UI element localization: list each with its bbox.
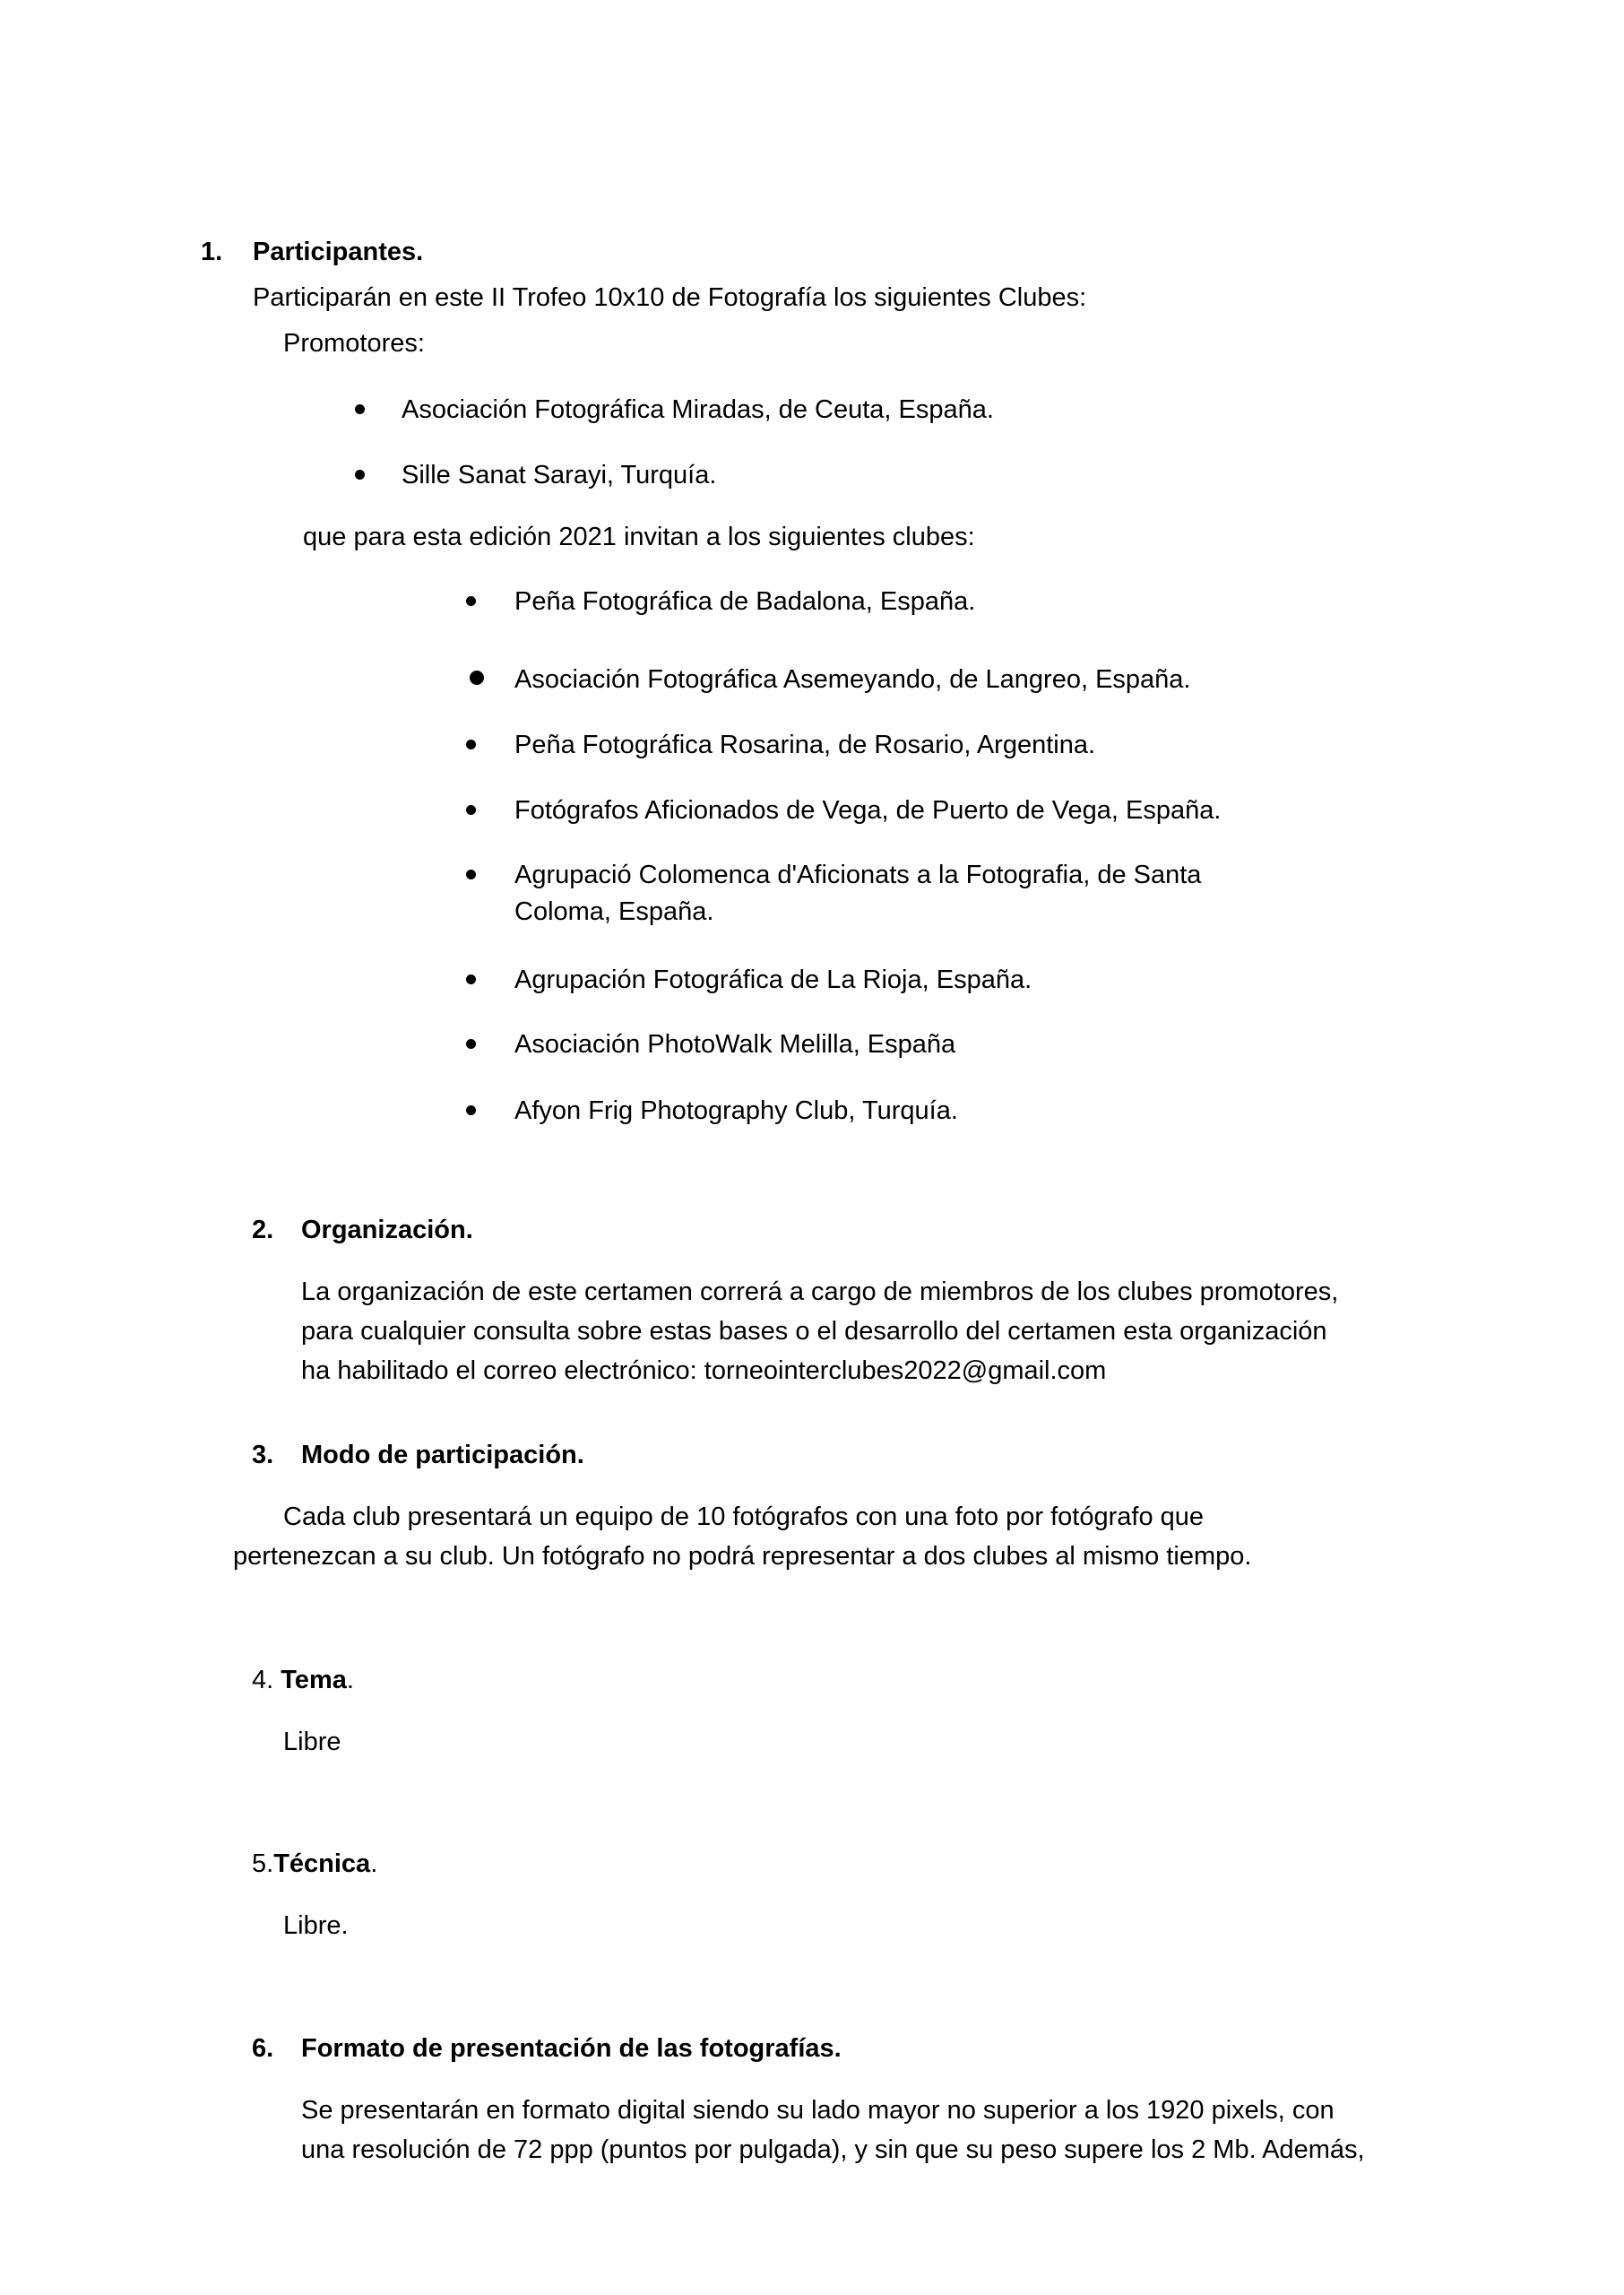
invited-club-item: Asociación PhotoWalk Melilla, España — [514, 1030, 956, 1059]
section-3-title: Modo de participación. — [301, 1441, 584, 1469]
section-6-number: 6. — [252, 2034, 274, 2063]
invited-club-item-continuation: Coloma, España. — [514, 897, 714, 926]
section-6-title: Formato de presentación de las fotografías. — [301, 2034, 842, 2063]
section-4-dot: . — [346, 1666, 354, 1694]
section-2-line: La organización de este certamen correrá a cargo de miembros de los clubes promotores, — [301, 1277, 1339, 1306]
section-6-line: una resolución de 72 ppp (puntos por pulgada), y sin que su peso supere los 2 Mb. Además, — [301, 2135, 1365, 2164]
invited-club-item: Peña Fotográfica Rosarina, de Rosario, Argentina. — [514, 731, 1096, 759]
invited-club-item: Fotógrafos Aficionados de Vega, de Puerto de Vega, España. — [514, 796, 1222, 825]
section-3-line: Cada club presentará un equipo de 10 fotógrafos con una foto por fotógrafo que — [283, 1503, 1205, 1531]
section-1-intro: Participarán en este II Trofeo 10x10 de Fotografía los siguientes Clubes: — [253, 283, 1087, 312]
section-1-number: 1. — [201, 238, 223, 266]
section-2-line: para cualquier consulta sobre estas bases o el desarrollo del certamen esta organización — [301, 1317, 1327, 1346]
section-5-title: Técnica — [273, 1849, 371, 1878]
section-2-line: ha habilitado el correo electrónico: torneointerclubes2022@gmail.com — [301, 1356, 1107, 1385]
section-5-heading — [252, 1844, 377, 1884]
section-2-title: Organización. — [301, 1216, 473, 1244]
section-5-dot: . — [370, 1849, 378, 1878]
bullet-icon — [355, 470, 365, 480]
section-5-body: Libre. — [283, 1911, 349, 1940]
promotores-label: Promotores: — [283, 329, 425, 358]
invited-club-item: Asociación Fotográfica Asemeyando, de Langreo, España. — [514, 665, 1191, 694]
bullet-icon — [466, 1039, 476, 1049]
promotor-item: Sille Sanat Sarayi, Turquía. — [402, 461, 717, 489]
section-4-title: Tema — [281, 1666, 347, 1694]
section-3-number: 3. — [252, 1441, 274, 1469]
invited-club-item: Agrupació Colomenca d'Aficionats a la Fotografia, de Santa — [514, 861, 1202, 889]
invited-club-item: Peña Fotográfica de Badalona, España. — [514, 587, 976, 616]
invited-intro: que para esta edición 2021 invitan a los siguientes clubes: — [303, 523, 975, 551]
section-5-number: 5. — [252, 1849, 274, 1878]
section-1-title: Participantes. — [253, 238, 424, 266]
bullet-icon — [466, 596, 476, 606]
bullet-icon — [466, 1105, 476, 1115]
bullet-icon — [466, 740, 476, 749]
invited-club-item: Afyon Frig Photography Club, Turquía. — [514, 1096, 958, 1125]
bullet-icon — [466, 870, 476, 879]
bullet-icon — [466, 974, 476, 984]
section-4-number: 4. — [252, 1666, 274, 1694]
section-2-number: 2. — [252, 1216, 274, 1244]
section-6-line: Se presentarán en formato digital siendo su lado mayor no superior a los 1920 pixels, con — [301, 2096, 1335, 2125]
bullet-icon — [466, 805, 476, 815]
promotor-item: Asociación Fotográfica Miradas, de Ceuta, España. — [402, 395, 994, 424]
bullet-icon — [470, 671, 484, 685]
section-4-body: Libre — [283, 1728, 341, 1756]
section-4-heading — [252, 1660, 354, 1700]
section-3-line: pertenezcan a su club. Un fotógrafo no podrá representar a dos clubes al mismo tiempo. — [233, 1542, 1252, 1571]
bullet-icon — [355, 404, 365, 414]
invited-club-item: Agrupación Fotográfica de La Rioja, España. — [514, 966, 1032, 994]
